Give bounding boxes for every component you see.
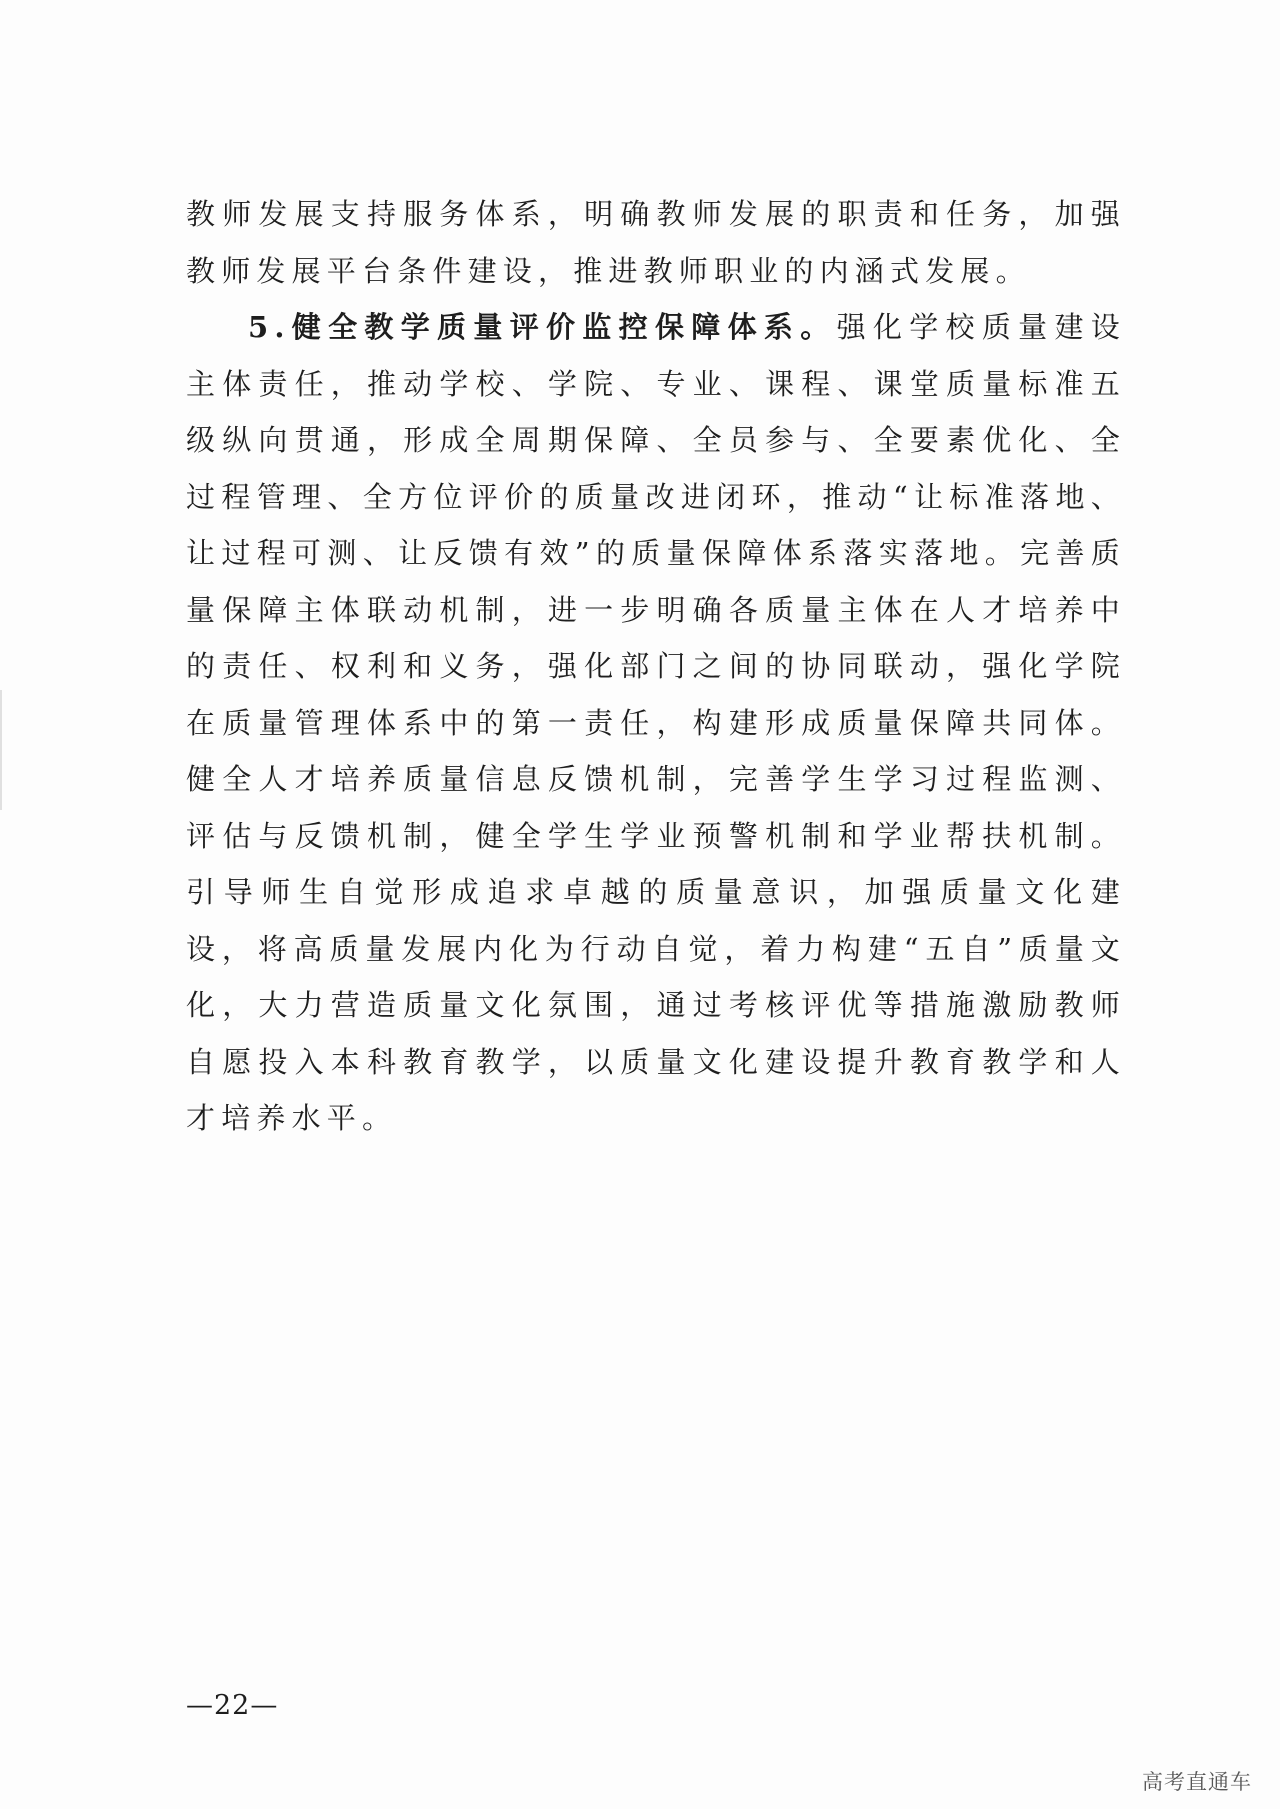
document-body — [186, 186, 1126, 1147]
watermark-text: 高考直通车 — [1142, 1770, 1252, 1794]
paragraph-body: 强化学校质量建设主体责任，推动学校、学院、专业、课程、课堂质量标准五级纵向贯通，形成全周期保障、全员参与、全要素优化、全过程管理、全方位评价的质量改进闭环，推动“让标准落地、让过程可测、让反馈有效”的质量保障体系落实落地。完善质量保障主体联动机制，进一步明确各质量主体在人才培养中的责任、权利和义务，强化部门之间的协同联动，强化学院在质量管理体系中的第一责任，构建形成质量保障共同体。健全人才培养质量信息反馈机制，完善学生学习过程监测、评估与反馈机制，健全学生学业预警机制和学业帮扶机制。引导师生自觉形成追求卓越的质量意识，加强质量文化建设，将高质量发展内化为行动自觉，着力构建“五自”质量文化，大力营造质量文化氛围，通过考核评优等措施激励教师自愿投入本科教育教学，以质量文化建设提升教育教学和人才培养水平。 — [186, 310, 1126, 1135]
paragraph-heading: 5.健全教学质量评价监控保障体系。 — [248, 310, 837, 344]
page-number: —22— — [186, 1690, 279, 1721]
scan-edge-mark — [0, 690, 2, 810]
paragraph-quality-system — [186, 299, 1126, 1147]
paragraph-continuation: 教师发展支持服务体系，明确教师发展的职责和任务，加强教师发展平台条件建设，推进教师职业的内涵式发展。 — [186, 197, 1126, 288]
